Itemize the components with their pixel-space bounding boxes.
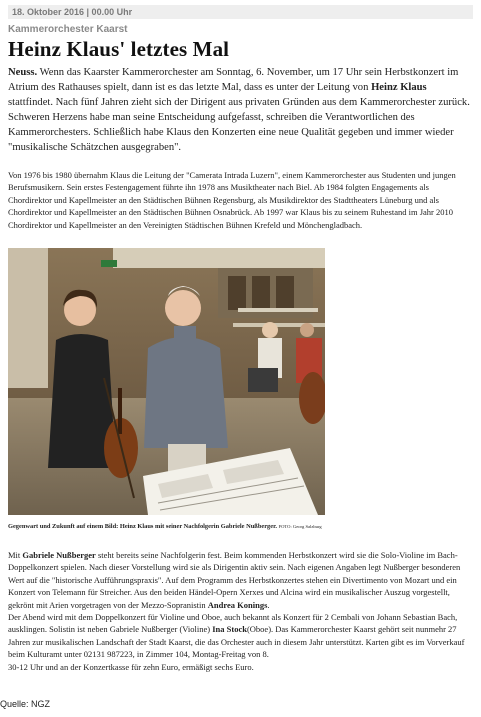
photo-illustration: [8, 248, 325, 515]
lead-text-1: Wenn das Kaarster Kammerorchester am Sonntag, 6. November, um 17 Uhr sein Herbstkonzert im Atrium des Rathauses spielt, dann ist es das letzte Mal, dass es unter der Leitung von: [8, 67, 459, 93]
p2-name-1: Gabriele Nußberger: [22, 550, 96, 560]
p2-text-1: Mit: [8, 550, 23, 560]
p2-text-4: Der Abend wird mit dem Doppelkonzert für Violine und Oboe, auch bekannt als Konzert für 2 Cembali von Johann Sebastian Bach, ausklingen. Solistin ist neben Gabriele Nußberger (Violine): [8, 612, 458, 635]
photo-caption: [8, 523, 468, 530]
article-section-label: Kammerorchester Kaarst: [8, 24, 128, 35]
lead-place: Neuss.: [8, 67, 38, 78]
photo-credit: FOTO: Georg Salzburg: [278, 524, 322, 529]
p2-name-3: Ina Stock: [212, 624, 247, 635]
p2-text-2: steht bereits seine Nachfolgerin fest. Beim kommenden Herbstkonzert wird sie die Solo-Violine im Bach-Doppelkonzert spielen. Nach dieser Vorstellung wird sie als Dirigentin aktiv sein. Nach eigenen Angaben legt Nußberger besonderen Wert auf die "historische Aufführungspraxis". Auf dem Programm des Herbstkonzertes stehen ein Divertimento von Mozart und ein Konzert von Telemann für Streicher. Aus den beiden Händel-Opern Xerxes und Alcina wird ein musikalischer Auszug vorgestellt, gekrönt mit Arien vorgetragen von der Mezzo-Sopranistin: [8, 550, 461, 610]
p2-text-5: (Oboe). Das Kammerorchester Kaarst gehört seit nunmehr 27 Jahren zur musikalischen Landschaft der Stadt Kaarst, die das Orchester auch in diesem Jahr unterstützt. Karten gibt es im Vorverkauf beim Kulturamt unter 02131 987223, in Zimmer 104, Montag-Freitag von 8.: [8, 624, 465, 660]
article-lead: [8, 65, 473, 155]
lead-name: Heinz Klaus: [371, 82, 427, 93]
article-paragraph-1: Von 1976 bis 1980 übernahm Klaus die Leitung der "Camerata Intrada Luzern", einem Kammerorchester aus Studenten und jungen Berufsmusikern. Sein erstes Festengagement führte ihn 1978 ans Musiktheater nach Biel. Ab 1984 folgten Engagements als Chordirektor und Kapellmeister an den Städtischen Bühnen Regensburg, als Musikdirektor des Stadttheaters Lüneburg und als Chordirektor und Kapellmeister an den Städtischen Bühnen Osnabrück. Ab 1997 war Klaus bis zu seinem Ruhestand im Jahr 2010 Chordirektor und Kapellmeister an den Vereinigten Städtischen Bühnen Krefeld und Mönchengladbach.: [8, 170, 456, 230]
lead-text-2: stattfindet. Nach fünf Jahren zieht sich der Dirigent aus privaten Gründen aus dem Kammerorchester zurück. Schweren Herzens habe man seine Entscheidung aufgefasst, schreiben die Verantwortlichen des Kammerorchesters. Schließlich habe Klaus den Konzerten eine neue Qualität gegeben und immer wieder "musikalische Schätzchen ausgegraben".: [8, 97, 470, 153]
caption-text: Gegenwart und Zukunft auf einem Bild: Heinz Klaus mit seiner Nachfolgerin Gabriele Nußberger.: [8, 523, 277, 530]
p2-text-3: .: [267, 599, 270, 610]
article-title: Heinz Klaus' letztes Mal: [8, 37, 230, 61]
article-source: Quelle: NGZ: [0, 699, 51, 709]
p2-text-6: 30-12 Uhr und an der Konzertkasse für zehn Euro, ermäßigt sechs Euro.: [8, 661, 254, 672]
article-paragraph-2: [8, 549, 473, 673]
article-date: 18. Oktober 2016 | 00.00 Uhr: [8, 5, 473, 19]
p2-name-2: Andrea Konings: [207, 599, 268, 610]
article: [8, 5, 473, 672]
article-photo: [8, 248, 325, 515]
